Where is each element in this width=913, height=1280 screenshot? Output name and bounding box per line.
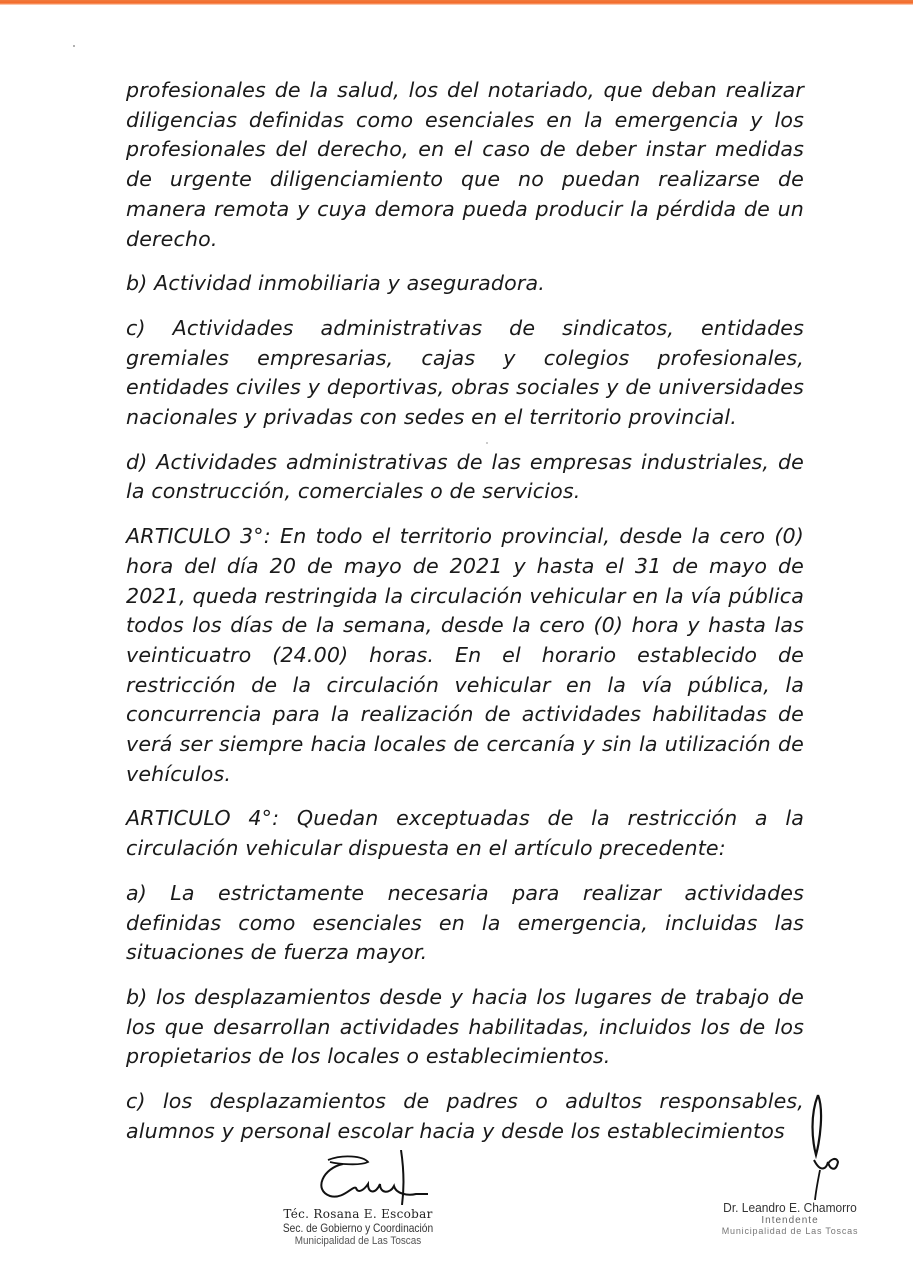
handwritten-signature-left — [268, 1150, 448, 1205]
article-4-item-b: b) los desplazamientos desde y hacia los lugares de trabajo de los que desarrollan actividades habilitadas, incluidos los de los propietarios de los locales o establecimientos. — [126, 984, 804, 1069]
page-top-edge — [0, 0, 913, 5]
paragraph-continuation: profesionales de la salud, los del notariado, que deban realizar diligencias definidas como esenciales en la emergencia y los profesionales del derecho, en el caso de deber instar medidas de urgente diligenciamiento que no puedan realizarse de manera remota y cuya demora pueda producir la pérdida de un derecho. — [126, 78, 804, 251]
signatory-role-left: Sec. de Gobierno y Coordinación — [282, 1221, 434, 1235]
signatory-org-right: Municipalidad de Las Toscas — [721, 1226, 859, 1236]
paragraph-item-b: b) Actividad inmobiliaria y aseguradora. — [126, 271, 545, 296]
signatory-name-left: Téc. Rosana E. Escobar — [283, 1207, 433, 1221]
signature-block-right — [690, 1090, 890, 1236]
paragraph-item-d: d) Actividades administrativas de las empresas industriales, de la construcción, comerciales o de servicios. — [126, 449, 804, 504]
article-4: ARTICULO 4°: Quedan exceptuadas de la restricción a la circulación vehicular dispuesta en el artículo precedente: — [126, 806, 804, 861]
article-4-item-a: a) La estrictamente necesaria para realizar actividades definidas como esenciales en la emergencia, incluidas las situaciones de fuerza mayor. — [126, 880, 804, 965]
signature-block-left — [268, 1150, 448, 1247]
paragraph-item-c: c) Actividades administrativas de sindicatos, entidades gremiales empresarias, cajas y colegios profesionales, entidades civiles y deportivas, obras sociales y de universidades nacionales y privadas con sedes en el territorio provincial. — [126, 315, 804, 430]
article-4-item-c: c) los desplazamientos de padres o adultos responsables, alumnos y personal escolar hacia y desde los establecimientos — [126, 1089, 804, 1143]
handwritten-signature-right — [690, 1090, 890, 1200]
signatory-org-left: Municipalidad de Las Toscas — [294, 1235, 422, 1247]
signatory-role-right: Intendente — [761, 1215, 819, 1226]
document-body — [126, 76, 804, 1162]
scan-speck — [73, 45, 75, 47]
signatory-name-right: Dr. Leandro E. Chamorro — [723, 1200, 857, 1215]
article-3: ARTICULO 3°: En todo el territorio provincial, desde la cero (0) hora del día 20 de mayo de 2021 y hasta el 31 de mayo de 2021, queda restringida la circulación vehicular en la vía pública todos los días de la semana, desde la cero (0) hora y hasta las veinticuatro (24.00) horas. En el horario establecido de restricción de la circulación vehicular en la vía pública, la concurrencia para la realización de actividades habilitadas de verá ser siempre hacia locales de cercanía y sin la utilización de vehículos. — [126, 524, 804, 786]
